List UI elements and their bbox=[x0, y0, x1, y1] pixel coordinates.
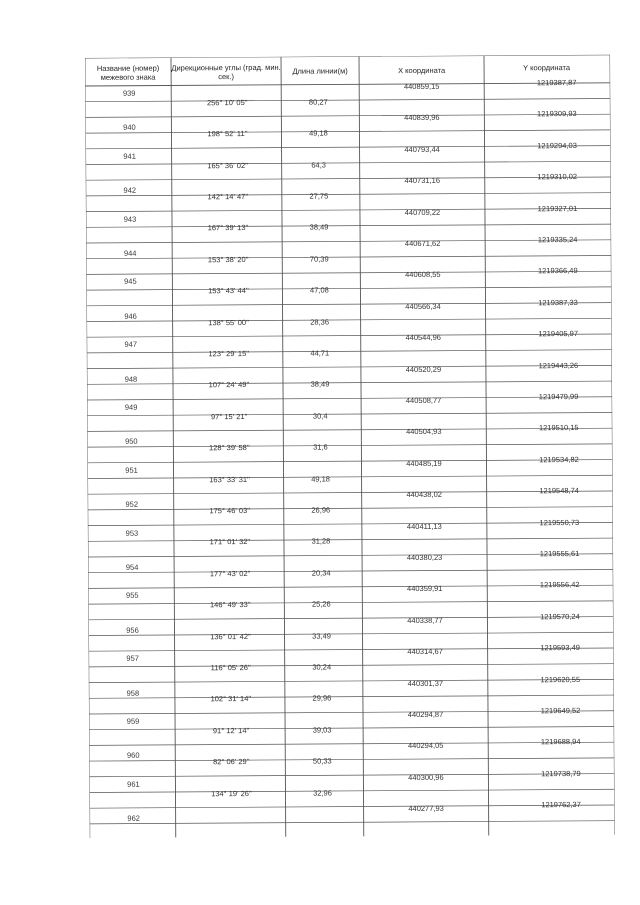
header-length: Длина линии(м) bbox=[292, 66, 348, 76]
direction-angle: 177° 43' 02'' bbox=[209, 568, 251, 578]
direction-angle: 153° 43' 44'' bbox=[208, 286, 249, 296]
line-length: 25,26 bbox=[311, 599, 331, 609]
line-length: 49,18 bbox=[311, 474, 330, 484]
header-x: X координата bbox=[398, 65, 446, 76]
direction-angle: 256° 10' 05'' bbox=[206, 97, 248, 107]
line-length: 80,27 bbox=[308, 97, 328, 107]
x-coordinate: 440793,44 bbox=[404, 144, 440, 154]
direction-angle: 142° 14' 47'' bbox=[207, 191, 249, 202]
x-coordinate: 440608,55 bbox=[405, 270, 441, 280]
line-length: 44,71 bbox=[310, 348, 330, 358]
y-coordinate: 1219309,93 bbox=[537, 109, 577, 119]
direction-angle: 167° 39' 13'' bbox=[207, 223, 249, 233]
line-length: 30,24 bbox=[312, 662, 332, 672]
x-coordinate: 440859,15 bbox=[403, 81, 440, 92]
x-coordinate: 440731,16 bbox=[404, 176, 441, 186]
direction-angle: 128° 39' 58'' bbox=[209, 443, 250, 453]
point-name: 962 bbox=[127, 813, 140, 823]
line-length: 64,3 bbox=[311, 160, 326, 170]
x-coordinate: 440300,96 bbox=[408, 772, 444, 782]
line-length: 33,49 bbox=[312, 631, 331, 641]
y-coordinate: 1219738,79 bbox=[541, 768, 581, 779]
x-coordinate: 440504,93 bbox=[406, 427, 442, 437]
y-coordinate: 1219762,37 bbox=[541, 800, 581, 810]
point-name: 950 bbox=[125, 437, 138, 447]
line-length: 27,75 bbox=[309, 191, 329, 201]
point-name: 960 bbox=[126, 751, 140, 761]
x-coordinate: 440301,37 bbox=[407, 678, 444, 688]
line-length: 31,28 bbox=[311, 536, 331, 546]
y-coordinate: 1219405,97 bbox=[538, 329, 579, 339]
direction-angle: 102° 31' 14'' bbox=[210, 694, 252, 704]
line-length: 30,4 bbox=[312, 411, 328, 421]
point-name: 939 bbox=[122, 88, 136, 98]
line-length: 47,08 bbox=[310, 285, 329, 295]
point-name: 949 bbox=[124, 402, 138, 412]
x-coordinate: 440544,96 bbox=[405, 333, 441, 343]
x-coordinate: 440359,91 bbox=[406, 584, 443, 594]
x-coordinate: 440294,05 bbox=[407, 741, 444, 751]
line-length: 38,49 bbox=[310, 379, 330, 389]
direction-angle: 91° 12' 14'' bbox=[212, 725, 250, 735]
point-name: 959 bbox=[126, 716, 140, 726]
point-name: 954 bbox=[125, 562, 139, 572]
point-name: 955 bbox=[125, 591, 139, 601]
direction-angle: 146° 49' 33'' bbox=[209, 600, 251, 610]
point-name: 946 bbox=[124, 311, 137, 321]
line-length: 50,33 bbox=[312, 756, 332, 766]
header-name: Название (номер) межевого знака bbox=[96, 63, 160, 82]
direction-angle: 97° 15' 21'' bbox=[210, 411, 248, 421]
direction-angle: 198° 52' 11'' bbox=[207, 129, 248, 139]
direction-angle: 165° 36' 02'' bbox=[207, 160, 249, 170]
point-name: 945 bbox=[124, 277, 137, 287]
line-length: 49,18 bbox=[309, 128, 328, 138]
header-y: Y координата bbox=[523, 63, 571, 73]
point-name: 956 bbox=[126, 625, 139, 635]
point-name: 947 bbox=[124, 339, 138, 349]
direction-angle: 123° 29' 15'' bbox=[208, 348, 250, 359]
point-name: 943 bbox=[123, 214, 137, 224]
direction-angle: 116° 05' 26'' bbox=[210, 662, 251, 673]
y-coordinate: 1219593,49 bbox=[540, 643, 580, 653]
y-coordinate: 1219510,15 bbox=[538, 423, 579, 433]
x-coordinate: 440520,29 bbox=[405, 364, 442, 374]
y-coordinate: 1219550,73 bbox=[539, 517, 580, 527]
x-coordinate: 440839,96 bbox=[404, 113, 440, 123]
point-name: 957 bbox=[126, 653, 139, 663]
y-coordinate: 1219688,94 bbox=[540, 737, 581, 747]
y-coordinate: 1219479,99 bbox=[538, 391, 579, 402]
y-coordinate: 1219310,02 bbox=[537, 172, 578, 182]
y-coordinate: 1219335,24 bbox=[537, 234, 578, 245]
y-coordinate: 1219443,26 bbox=[538, 360, 579, 370]
direction-angle: 134° 19' 26'' bbox=[211, 788, 252, 798]
direction-angle: 107° 24' 49'' bbox=[208, 380, 250, 390]
x-coordinate: 440671,62 bbox=[404, 238, 441, 249]
line-length: 26,96 bbox=[311, 505, 331, 515]
header-angle: Дирекционные углы (град. мин. сек.) bbox=[171, 62, 281, 81]
direction-angle: 136° 01' 42'' bbox=[210, 631, 251, 641]
direction-angle: 171° 01' 32'' bbox=[209, 537, 251, 547]
point-name: 953 bbox=[125, 528, 139, 538]
point-name: 961 bbox=[127, 779, 140, 789]
point-name: 942 bbox=[123, 185, 137, 195]
y-coordinate: 1219548,74 bbox=[539, 486, 579, 496]
line-length: 38,49 bbox=[309, 222, 329, 232]
x-coordinate: 440485,19 bbox=[406, 458, 442, 468]
direction-angle: 175° 46' 03'' bbox=[209, 505, 251, 516]
x-coordinate: 440566,34 bbox=[405, 301, 441, 311]
y-coordinate: 1219555,61 bbox=[539, 548, 580, 559]
x-coordinate: 440411,13 bbox=[406, 521, 442, 531]
direction-angle: 82° 06' 29'' bbox=[213, 757, 250, 767]
y-coordinate: 1219620,55 bbox=[540, 674, 581, 684]
y-coordinate: 1219556,42 bbox=[539, 580, 580, 590]
line-length: 70,39 bbox=[309, 254, 329, 264]
line-length: 20,34 bbox=[311, 568, 331, 578]
x-coordinate: 440508,77 bbox=[405, 395, 442, 406]
y-coordinate: 1219649,52 bbox=[540, 705, 581, 716]
x-coordinate: 440294,87 bbox=[407, 709, 444, 720]
point-name: 958 bbox=[126, 688, 140, 698]
point-name: 941 bbox=[123, 151, 136, 161]
y-coordinate: 1219327,01 bbox=[537, 203, 578, 213]
direction-angle: 153° 38' 20'' bbox=[207, 254, 249, 264]
y-coordinate: 1219387,87 bbox=[536, 77, 577, 88]
point-name: 951 bbox=[125, 465, 138, 475]
y-coordinate: 1219366,49 bbox=[537, 266, 578, 276]
y-coordinate: 1219294,03 bbox=[537, 140, 577, 151]
x-coordinate: 440438,02 bbox=[406, 490, 442, 500]
x-coordinate: 440277,93 bbox=[408, 804, 444, 814]
coordinates-table bbox=[85, 55, 615, 838]
point-name: 948 bbox=[124, 374, 138, 384]
line-length: 31,6 bbox=[313, 442, 328, 452]
x-coordinate: 440709,22 bbox=[404, 207, 441, 217]
y-coordinate: 1219387,33 bbox=[538, 297, 578, 308]
x-coordinate: 440380,23 bbox=[406, 552, 443, 563]
line-length: 29,96 bbox=[312, 693, 332, 703]
x-coordinate: 440314,67 bbox=[407, 647, 443, 657]
point-name: 952 bbox=[125, 499, 139, 509]
x-coordinate: 440338,77 bbox=[407, 615, 443, 625]
y-coordinate: 1219534,82 bbox=[539, 454, 579, 465]
direction-angle: 138° 55' 00'' bbox=[208, 317, 249, 327]
line-length: 28,36 bbox=[310, 317, 330, 327]
line-length: 32,96 bbox=[313, 788, 332, 798]
line-length: 39,03 bbox=[312, 725, 332, 735]
direction-angle: 163° 33' 31'' bbox=[209, 474, 250, 484]
y-coordinate: 1219570,24 bbox=[540, 611, 580, 622]
point-name: 944 bbox=[123, 248, 137, 258]
point-name: 940 bbox=[123, 123, 136, 133]
